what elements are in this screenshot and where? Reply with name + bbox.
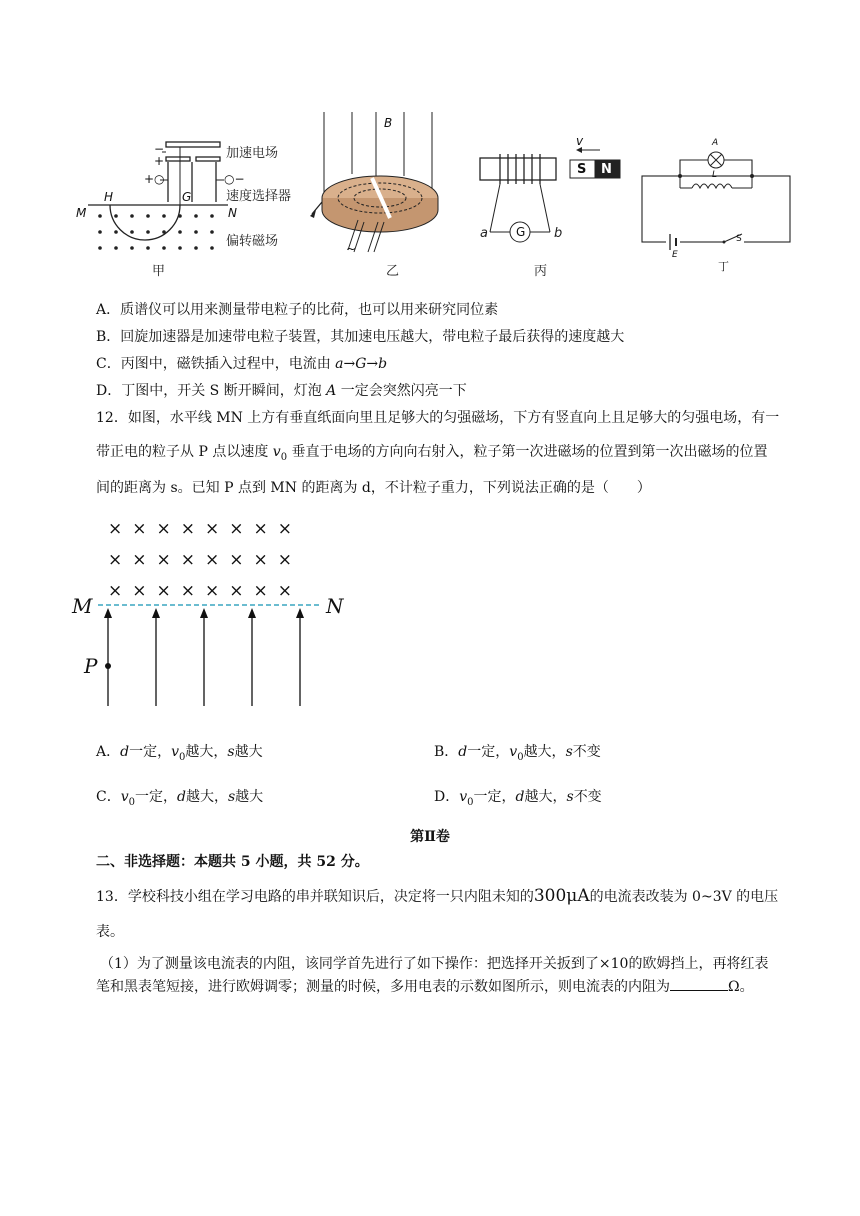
- jia-point-n: N: [228, 206, 237, 220]
- jia-label-accel: 加速电场: [226, 146, 279, 161]
- ding-caption: 丁: [718, 260, 729, 273]
- q12-figure: [68, 510, 358, 710]
- yi-label-ac: ~: [346, 242, 357, 256]
- jia-sign-minus: −: [154, 142, 165, 156]
- yi-caption: 乙: [386, 264, 400, 279]
- cross-row: ××××××××: [108, 581, 302, 601]
- jia-sign-minus-right: ○−: [224, 172, 245, 186]
- q13-line2: 表。: [96, 924, 124, 940]
- q12-option-a: A．d一定，$v_0$越大，s越大: [96, 744, 263, 763]
- ohm-unit: Ω: [728, 979, 740, 995]
- ding-label-s: S: [736, 234, 742, 244]
- q12-stem-line2-b: 垂直于电场的方向向右射入，粒子第一次进磁场的位置到第一次出磁场的位置: [291, 444, 768, 460]
- q11-option-d-suffix: 一定会突然闪亮一下: [340, 383, 467, 399]
- q12-stem-line2: [96, 442, 768, 468]
- jia-point-m: M: [76, 206, 87, 220]
- answer-blank[interactable]: [670, 976, 728, 991]
- bing-magnet-n: N: [601, 162, 612, 177]
- cross-row: ××××××××: [108, 519, 302, 539]
- q11-option-a: A．质谱仪可以用来测量带电粒子的比荷，也可以用来研究同位素: [96, 302, 499, 318]
- q12-fig-m: M: [72, 594, 93, 618]
- figure-bing: [476, 136, 626, 282]
- q11-option-d-var: A: [326, 383, 337, 399]
- q12-option-b: B．d一定，$v_0$越大，s不变: [434, 744, 601, 763]
- jia-label-velocity: 速度选择器: [226, 189, 292, 204]
- q12-option-c: C．$v_0$一定，d越大，s越大: [96, 789, 264, 808]
- ding-label-a: A: [712, 138, 719, 148]
- q13-line1: 13．学校科技小组在学习电路的串并联知识后，决定将一只内阻未知的300μA的电流表改装为 0~3V 的电压: [96, 886, 779, 906]
- q11-option-c: [96, 354, 387, 374]
- cross-row: ××××××××: [108, 550, 302, 570]
- jia-sign-plus-left: +○: [144, 172, 165, 186]
- q11-option-b: B．回旋加速器是加速带电粒子装置，其加速电压越大，带电粒子最后获得的速度越大: [96, 329, 625, 345]
- jia-sign-plus: +: [154, 154, 165, 168]
- jia-label-deflect: 偏转磁场: [226, 234, 279, 249]
- q12-stem-v: v: [272, 444, 281, 460]
- bing-label-v: v: [576, 134, 584, 148]
- jia-point-h: H: [104, 190, 114, 204]
- q11-option-d: [96, 381, 467, 401]
- jia-point-g: G: [182, 190, 192, 204]
- figure-yi: [308, 110, 458, 280]
- q12-fig-n: N: [326, 594, 344, 618]
- q12-stem-line1: 12．如图，水平线 MN 上方有垂直纸面向里且足够大的匀强磁场，下方有竖直向上且足够大的匀强电场，有一: [96, 410, 780, 426]
- q12-option-d: D．$v_0$一定，d越大，s不变: [434, 789, 602, 808]
- q12-stem-line2-a: 带正电的粒子从 P 点以速度: [96, 444, 269, 460]
- bing-magnet-s: S: [577, 162, 587, 177]
- q12-stem-v-sub: 0: [280, 451, 288, 463]
- figure-jia: [70, 132, 310, 282]
- section-heading: 二、非选择题：本题共 5 小题，共 52 分。: [96, 854, 369, 870]
- q11-option-d-prefix: D．丁图中，开关 S 断开瞬间，灯泡: [96, 383, 322, 399]
- q13-line4: 笔和黑表笔短接，进行欧姆调零；测量的时候，多用电表的示数如图所示，则电流表的内阻为 Ω。: [96, 976, 754, 997]
- volume-title: 第Ⅱ卷: [410, 829, 450, 845]
- jia-caption: 甲: [152, 264, 166, 279]
- ding-label-l: L: [712, 170, 718, 180]
- yi-label-b: B: [384, 116, 393, 130]
- q11-option-c-text: C．丙图中，磁铁插入过程中，电流由: [96, 356, 331, 372]
- q11-option-c-path: a→G→b: [335, 356, 388, 372]
- bing-label-g: G: [516, 225, 526, 239]
- bing-label-a: a: [480, 226, 488, 241]
- q13-value: 300μA: [533, 886, 590, 906]
- bing-caption: 丙: [534, 264, 548, 279]
- q12-fig-p: P: [84, 654, 98, 678]
- ding-label-e: E: [672, 250, 678, 260]
- bing-label-b: b: [554, 226, 563, 241]
- q12-stem-line3: 间的距离为 s。已知 P 点到 MN 的距离为 d，不计粒子重力，下列说法正确的是（ ）: [96, 480, 651, 496]
- q13-line3: （1）为了测量该电流表的内阻，该同学首先进行了如下操作：把选择开关扳到了×10的欧姆挡上，再将红表: [100, 956, 769, 972]
- figure-ding: [636, 138, 796, 278]
